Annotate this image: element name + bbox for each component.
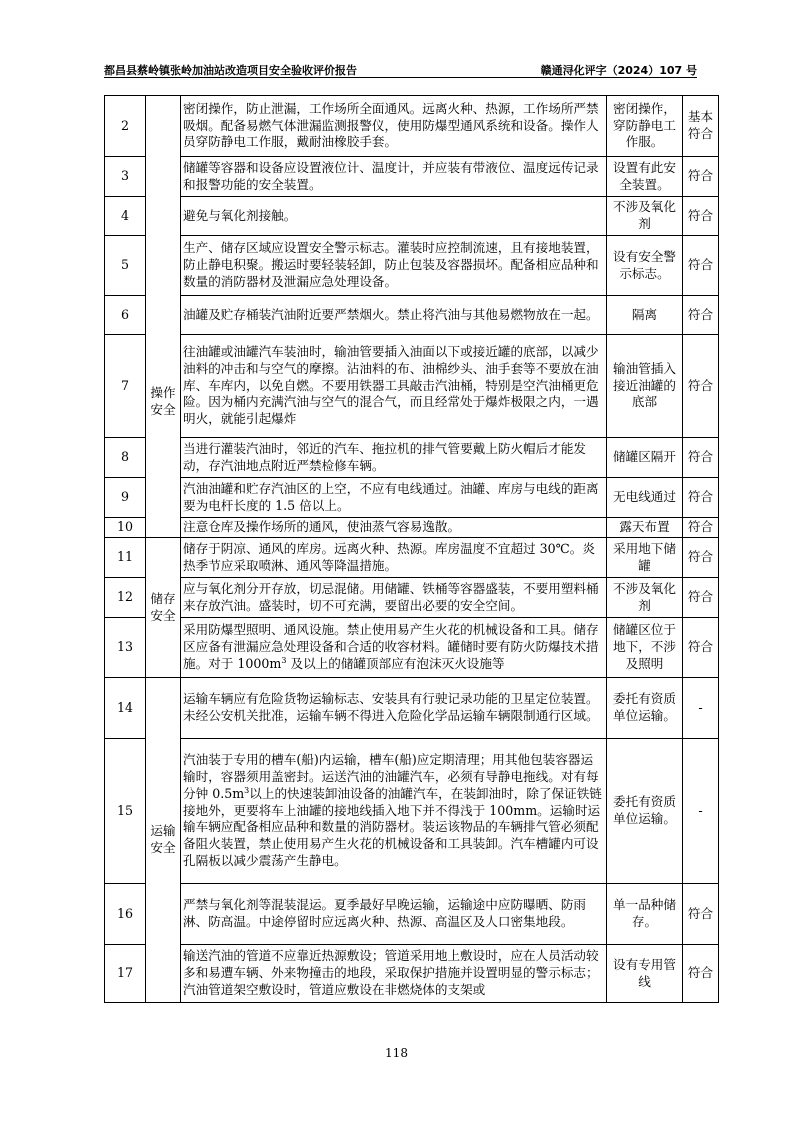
- row-number: 5: [105, 236, 146, 296]
- row-number: 6: [105, 296, 146, 335]
- table-row: [105, 884, 719, 945]
- requirement-text: 储罐等容器和设备应设置液位计、温度计，并应装有带液位、温度远传记录和报警功能的安全装置。: [181, 157, 607, 197]
- check-result: 符合: [683, 538, 719, 578]
- check-result: -: [683, 678, 719, 739]
- row-number: 12: [105, 578, 146, 618]
- table-row: [105, 538, 719, 578]
- row-number: 13: [105, 618, 146, 678]
- table-row: [105, 945, 719, 1003]
- check-result: 符合: [683, 438, 719, 478]
- row-number: 9: [105, 478, 146, 518]
- table-row: [105, 478, 719, 518]
- check-result: 符合: [683, 157, 719, 197]
- check-result: 符合: [683, 618, 719, 678]
- check-result: 符合: [683, 478, 719, 518]
- page-header: [104, 58, 697, 78]
- actual-situation: 采用地下储罐: [607, 538, 683, 578]
- category-storage-safety: 储存安全: [146, 538, 181, 678]
- requirement-text: 汽油装于专用的槽车(船)内运输，槽车(船)应定期清理；用其他包装容器运输时，容器须用盖密封。运送汽油的油罐汽车，必须有导静电拖线。对有每分钟 $0.5m^3$以上的快速装卸油设备的油罐汽车，在装卸油时，除了保证铁链接地外，更要将车上油罐的接地线插入地下并不得浅于 100mm。运输时运输车辆应配备相应品种和数量的消防器材。装运该物品的车辆排气管必须配备阻火装置，禁止使用易产生火花的机械设备和工具装卸。汽车槽罐内可设孔隔板以减少震荡产生静电。: [181, 739, 607, 884]
- requirement-text: 汽油油罐和贮存汽油区的上空，不应有电线通过。油罐、库房与电线的距离要为电杆长度的 1.5 倍以上。: [181, 478, 607, 518]
- table-row: [105, 618, 719, 678]
- actual-situation: 设有安全警示标志。: [607, 236, 683, 296]
- table-row: [105, 236, 719, 296]
- category-transport-safety: 运输安全: [146, 678, 181, 1003]
- row-number: 15: [105, 739, 146, 884]
- check-result: 符合: [683, 578, 719, 618]
- check-result: 基本符合: [683, 96, 719, 157]
- table-row: [105, 678, 719, 739]
- check-result: 符合: [683, 197, 719, 236]
- row-number: 14: [105, 678, 146, 739]
- report-title: 都昌县蔡岭镇张岭加油站改造项目安全验收评价报告: [104, 64, 357, 77]
- actual-situation: 委托有资质单位运输。: [607, 678, 683, 739]
- row-number: 17: [105, 945, 146, 1003]
- actual-situation: 不涉及氧化剂: [607, 197, 683, 236]
- actual-situation: 密闭操作，穿防静电工作服。: [607, 96, 683, 157]
- requirement-text: 应与氧化剂分开存放，切忌混储。用储罐、铁桶等容器盛装，不要用塑料桶来存放汽油。盛装时，切不可充满，要留出必要的安全空间。: [181, 578, 607, 618]
- table-row: [105, 518, 719, 538]
- check-result: 符合: [683, 335, 719, 438]
- requirement-text: 采用防爆型照明、通风设施。禁止使用易产生火花的机械设备和工具。储存区应备有泄漏应急处理设备和合适的收容材料。罐储时要有防火防爆技术措施。对于 $1000m^3$ 及以上的储罐顶部应有泡沫灭火设施等: [181, 618, 607, 678]
- requirement-text: 油罐及贮存桶装汽油附近要严禁烟火。禁止将汽油与其他易燃物放在一起。: [181, 296, 607, 335]
- row-number: 4: [105, 197, 146, 236]
- actual-situation: 不涉及氧化剂: [607, 578, 683, 618]
- table-row: [105, 197, 719, 236]
- table-row: [105, 157, 719, 197]
- table-row: [105, 296, 719, 335]
- requirement-text: 往油罐或油罐汽车装油时，输油管要插入油面以下或接近罐的底部，以减少油料的冲击和与空气的摩擦。沾油料的布、油棉纱头、油手套等不要放在油库、车库内，以免自燃。不要用铁器工具敲击汽油桶，特别是空汽油桶更危险。因为桶内充满汽油与空气的混合气，而且经常处于爆炸极限之内，一遇明火，就能引起爆炸: [181, 335, 607, 438]
- row-number: 3: [105, 157, 146, 197]
- table-row: [105, 578, 719, 618]
- requirement-text: 输送汽油的管道不应靠近热源敷设；管道采用地上敷设时，应在人员活动较多和易遭车辆、外来物撞击的地段，采取保护措施并设置明显的警示标志；汽油管道架空敷设时，管道应敷设在非燃烧体的支架或: [181, 945, 607, 1003]
- check-result: 符合: [683, 296, 719, 335]
- requirement-text: 生产、储存区域应设置安全警示标志。灌装时应控制流速，且有接地装置，防止静电积聚。搬运时要轻装轻卸，防止包装及容器损坏。配备相应品种和数量的消防器材及泄漏应急处理设备。: [181, 236, 607, 296]
- page-number: 118: [385, 1046, 408, 1060]
- requirement-text: 运输车辆应有危险货物运输标志、安装具有行驶记录功能的卫星定位装置。未经公安机关批准，运输车辆不得进入危险化学品运输车辆限制通行区域。: [181, 678, 607, 739]
- requirement-text: 严禁与氧化剂等混装混运。夏季最好早晚运输，运输途中应防曝晒、防雨淋、防高温。中途停留时应远离火种、热源、高温区及人口密集地段。: [181, 884, 607, 945]
- table-row: [105, 335, 719, 438]
- check-result: 符合: [683, 884, 719, 945]
- requirement-text: 储存于阴凉、通风的库房。远离火种、热源。库房温度不宜超过 30℃。炎热季节应采取喷淋、通风等降温措施。: [181, 538, 607, 578]
- actual-situation: 输油管插入接近油罐的底部: [607, 335, 683, 438]
- row-number: 10: [105, 518, 146, 538]
- actual-situation: 委托有资质单位运输。: [607, 739, 683, 884]
- requirement-text: 注意仓库及操作场所的通风，使油蒸气容易逸散。: [181, 518, 607, 538]
- actual-situation: 无电线通过: [607, 478, 683, 518]
- row-number: 2: [105, 96, 146, 157]
- actual-situation: 隔离: [607, 296, 683, 335]
- row-number: 11: [105, 538, 146, 578]
- actual-situation: 设置有此安全装置。: [607, 157, 683, 197]
- row-number: 8: [105, 438, 146, 478]
- actual-situation: 设有专用管线: [607, 945, 683, 1003]
- row-number: 7: [105, 335, 146, 438]
- category-operation-safety: 操作安全: [146, 96, 181, 538]
- requirement-text: 避免与氧化剂接触。: [181, 197, 607, 236]
- document-number: 赣通浔化评字（2024）107 号: [540, 64, 697, 77]
- row-number: 16: [105, 884, 146, 945]
- table-row: [105, 438, 719, 478]
- check-result: -: [683, 739, 719, 884]
- actual-situation: 露天布置: [607, 518, 683, 538]
- actual-situation: 储罐区隔开: [607, 438, 683, 478]
- safety-checklist-table: [104, 95, 719, 1003]
- table-row: [105, 96, 719, 157]
- actual-situation: 单一品种储存。: [607, 884, 683, 945]
- table-row: [105, 739, 719, 884]
- header-rule: [104, 77, 697, 78]
- actual-situation: 储罐区位于地下，不涉及照明: [607, 618, 683, 678]
- check-result: 符合: [683, 236, 719, 296]
- check-result: 符合: [683, 945, 719, 1003]
- requirement-text: 密闭操作，防止泄漏，工作场所全面通风。远离火种、热源，工作场所严禁吸烟。配备易燃气体泄漏监测报警仪，使用防爆型通风系统和设备。操作人员穿防静电工作服，戴耐油橡胶手套。: [181, 96, 607, 157]
- requirement-text: 当进行灌装汽油时，邻近的汽车、拖拉机的排气管要戴上防火帽后才能发动，存汽油地点附近严禁检修车辆。: [181, 438, 607, 478]
- check-result: 符合: [683, 518, 719, 538]
